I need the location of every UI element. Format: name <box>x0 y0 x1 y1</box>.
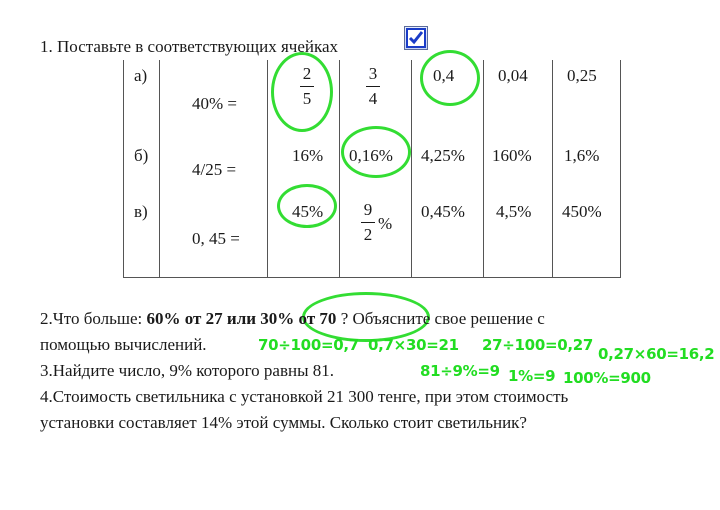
fraction-9-2: 9 2 <box>361 200 375 245</box>
cell-v-3: 0,45% <box>421 202 465 221</box>
handwritten-calc5: 81÷9%=9 <box>420 362 500 380</box>
task4-line1: 4.Стоимость светильника с установкой 21 300 тенге, при этом стоимость <box>40 387 569 406</box>
row-b-label: б) <box>134 146 149 165</box>
handwritten-calc6: 1%=9 <box>508 367 556 385</box>
cell-b-5: 1,6% <box>564 146 600 165</box>
row-b-expr: 4/25 = <box>192 160 237 179</box>
row-v-label: в) <box>134 202 148 221</box>
cell-a-5: 0,25 <box>567 66 597 85</box>
handwritten-calc2: 0,7×30=21 <box>368 336 459 354</box>
task2-line1: 2.Что больше: 60% от 27 или 30% от 70 ? Объясните свое решение с <box>40 309 545 328</box>
answer-circle-45 <box>277 184 337 228</box>
cell-b-3: 4,25% <box>421 146 465 165</box>
task2-line2: помощью вычислений. <box>40 335 207 354</box>
cell-b-4: 160% <box>492 146 532 165</box>
task1-title: 1. Поставьте в соответствующих ячейках <box>40 37 339 56</box>
checkmark-icon <box>405 27 427 49</box>
answer-circle-0-4 <box>420 50 480 106</box>
fraction-2-5: 2 5 <box>300 64 314 109</box>
task3-text: 3.Найдите число, 9% которого равны 81. <box>40 361 334 380</box>
fraction-3-4: 3 4 <box>366 64 380 109</box>
handwritten-calc1: 70÷100=0,7 <box>258 336 359 354</box>
row-a-label: а) <box>134 66 148 85</box>
fraction-9-2-percent: % <box>378 214 393 233</box>
cell-v-5: 450% <box>562 202 602 221</box>
answer-circle-0-16 <box>341 126 411 178</box>
cell-v-4: 4,5% <box>496 202 532 221</box>
answer-circle-2-5 <box>271 52 333 132</box>
checkbox-icon[interactable] <box>404 26 428 50</box>
cell-a-4: 0,04 <box>498 66 528 85</box>
handwritten-calc3: 27÷100=0,27 <box>482 336 594 354</box>
cell-b-1: 16% <box>292 146 324 165</box>
cell-v-1: 45% <box>292 202 324 221</box>
row-a-expr: 40% = <box>192 94 237 113</box>
handwritten-calc7: 100%=900 <box>563 369 651 387</box>
cell-b-2: 0,16% <box>349 146 393 165</box>
row-v-expr: 0, 45 = <box>192 229 240 248</box>
cell-a-3: 0,4 <box>433 66 455 85</box>
handwritten-calc4: 0,27×60=16,2 <box>598 345 715 363</box>
task4-line2: установки составляет 14% этой суммы. Сколько стоит светильник? <box>40 413 527 432</box>
